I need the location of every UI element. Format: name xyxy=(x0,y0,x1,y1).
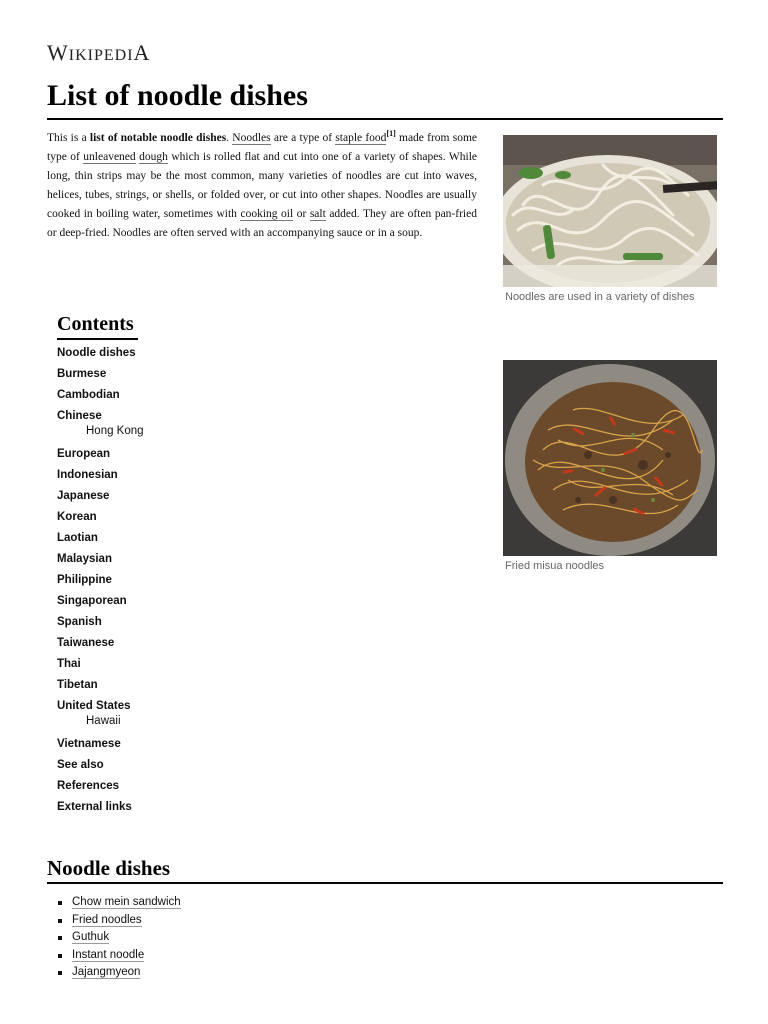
intro-text: or xyxy=(293,207,310,220)
intro-bold-term: list of notable noodle dishes xyxy=(89,131,227,144)
toc-list xyxy=(57,346,257,815)
toc-item[interactable]: External links xyxy=(57,801,132,813)
list-item xyxy=(57,964,181,982)
dish-link[interactable]: Jajangmyeon xyxy=(72,966,141,978)
intro-text: . xyxy=(226,131,233,144)
toc-item[interactable]: United States xyxy=(57,700,131,712)
wikipedia-logo[interactable] xyxy=(47,40,150,66)
intro-text: added. They are often pan-fried or deep-fried. Noodles are often served with an accompanying sauce or in a soup. xyxy=(47,207,477,239)
list-item xyxy=(57,929,181,947)
toc-item[interactable]: Indonesian xyxy=(57,469,118,481)
noodle-dishes-list xyxy=(57,894,181,982)
figure-caption: Fried misua noodles xyxy=(505,560,605,572)
toc-item[interactable]: See also xyxy=(57,759,104,771)
dish-link[interactable]: Instant noodle xyxy=(72,948,145,961)
intro-text: which is rolled flat and cut into one of a variety of shapes. While long, thin strips may be the most common, many varieties of noodles are cut into waves, helices, tubes, strings, or shells, or folded over, or cut into other shapes. Noodles are usually cooked in boiling water, sometimes with xyxy=(47,150,477,220)
toc-item[interactable]: Chinese xyxy=(57,410,102,422)
list-item xyxy=(57,947,181,965)
intro-text: are a type of xyxy=(270,131,336,144)
figure-noodle-soup xyxy=(503,135,717,305)
toc-item[interactable]: Japanese xyxy=(57,490,110,502)
dish-link[interactable]: Fried noodles xyxy=(72,913,142,926)
toc-item[interactable]: Korean xyxy=(57,511,97,523)
toc-item[interactable]: Malaysian xyxy=(57,553,112,565)
toc-item[interactable]: Cambodian xyxy=(57,389,120,401)
toc-item[interactable]: Vietnamese xyxy=(57,738,121,750)
figure-caption: Noodles are used in a variety of dishes xyxy=(505,291,695,303)
cooking-oil-link[interactable]: cooking oil xyxy=(240,207,294,220)
section-heading-noodle-dishes: Noodle dishes xyxy=(47,854,723,884)
toc-item[interactable]: Philippine xyxy=(57,574,112,586)
toc-item[interactable]: European xyxy=(57,448,111,460)
citation-1[interactable]: [1] xyxy=(386,129,396,138)
intro-text: made from some type of xyxy=(47,131,477,163)
toc-item[interactable]: Thai xyxy=(57,658,81,670)
table-of-contents xyxy=(57,310,257,821)
toc-item[interactable]: Singaporean xyxy=(57,595,127,607)
toc-subitem[interactable]: Hong Kong xyxy=(86,425,144,437)
salt-link[interactable]: salt xyxy=(309,207,326,220)
logo-text: WIKIPEDIA xyxy=(47,40,151,65)
toc-item[interactable]: Tibetan xyxy=(57,679,98,691)
toc-item[interactable]: Burmese xyxy=(57,368,107,380)
staple-food-link[interactable]: staple food xyxy=(335,131,387,144)
intro-text: This is a xyxy=(47,131,90,144)
noodle-soup-image[interactable] xyxy=(503,135,717,287)
intro-paragraph xyxy=(47,124,477,243)
toc-subitem[interactable]: Hawaii xyxy=(86,715,121,727)
figure-fried-misua xyxy=(503,360,717,574)
toc-item[interactable]: Noodle dishes xyxy=(57,347,136,359)
unleavened-link[interactable]: unleavened xyxy=(83,150,136,163)
list-item xyxy=(57,912,181,930)
page-title: List of noodle dishes xyxy=(47,76,723,120)
toc-item[interactable]: Laotian xyxy=(57,532,98,544)
dish-link[interactable]: Guthuk xyxy=(72,931,110,943)
toc-title: Contents xyxy=(57,310,138,340)
noodles-link[interactable]: Noodles xyxy=(232,131,271,144)
toc-item[interactable]: Taiwanese xyxy=(57,637,115,649)
fried-misua-image[interactable] xyxy=(503,360,717,556)
list-item xyxy=(57,894,181,912)
dish-link[interactable]: Chow mein sandwich xyxy=(72,896,181,908)
toc-item[interactable]: Spanish xyxy=(57,616,102,628)
toc-item[interactable]: References xyxy=(57,780,120,792)
dough-link[interactable]: dough xyxy=(139,150,168,163)
